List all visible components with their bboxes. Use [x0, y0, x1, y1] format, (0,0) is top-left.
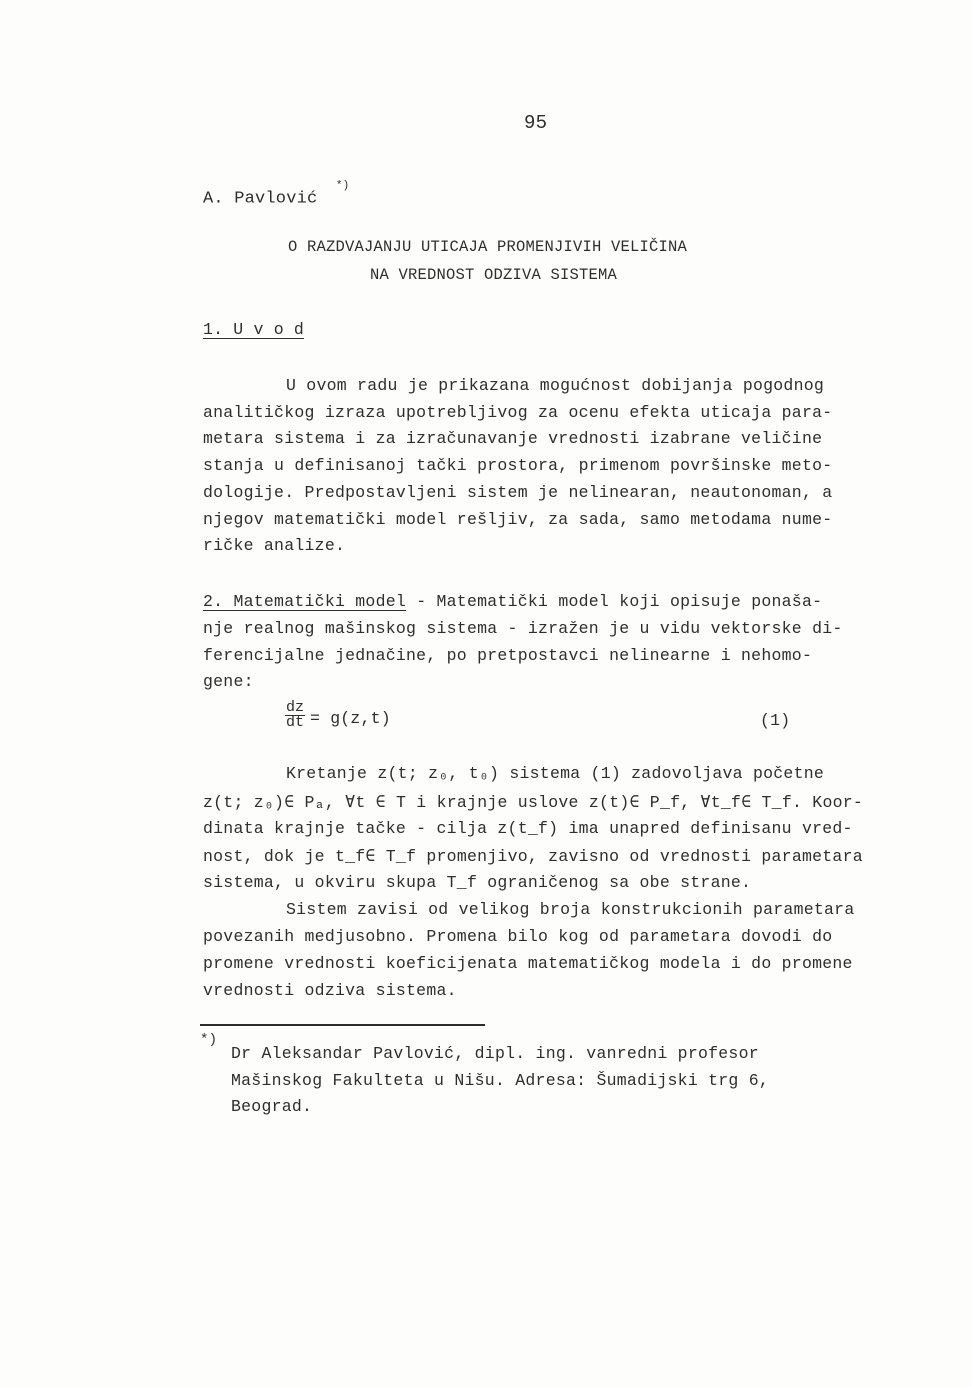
section1-heading: 1. U v o d: [203, 320, 305, 339]
body-line: stanja u definisanoj tački prostora, primenom površinske meto-: [203, 456, 833, 475]
body-line: promene vrednosti koeficijenata matematičkog modela i do promene: [203, 954, 853, 973]
body-line: nje realnog mašinskog sistema - izražen je u vidu vektorske di-: [203, 619, 843, 638]
body-line: Sistem zavisi od velikog broja konstrukcionih parametara: [286, 900, 855, 919]
body-line: ferencijalne jednačine, po pretpostavci nelinearne i nehomo-: [203, 646, 813, 665]
body-line: Kretanje z(t; z₀, t₀) sistema (1) zadovoljava početne: [286, 764, 825, 783]
body-line: njegov matematički model rešljiv, za sada, samo metodama nume-: [203, 510, 833, 529]
body-line: ričke analize.: [203, 536, 346, 555]
paper-title-line2: NA VREDNOST ODZIVA SISTEMA: [370, 266, 618, 284]
body-line: analitičkog izraza upotrebljivog za ocenu efekta uticaja para-: [203, 403, 833, 422]
body-line: U ovom radu je prikazana mogućnost dobijanja pogodnog: [286, 376, 825, 395]
footnote-separator: [200, 1024, 485, 1026]
page-number: 95: [524, 112, 548, 134]
paper-title-line1: O RAZDVAJANJU UTICAJA PROMENJIVIH VELIČINA: [288, 238, 688, 256]
section2-first-line: 2. Matematički model - Matematički model koji opisuje ponaša-: [203, 592, 823, 611]
body-line: povezanih medjusobno. Promena bilo kog od parametara dovodi do: [203, 927, 833, 946]
body-line: metara sistema i za izračunavanje vrednosti izabrane veličine: [203, 429, 823, 448]
footnote-mark: *): [200, 1032, 218, 1048]
derivative-fraction: $\frac{dz}{dt}$: [286, 699, 305, 731]
body-line: gene:: [203, 672, 254, 691]
equation-label: (1): [760, 711, 791, 730]
body-line: vrednosti odziva sistema.: [203, 981, 457, 1000]
author: A. Pavlović *): [203, 180, 350, 209]
footnote-line: Beograd.: [231, 1097, 313, 1116]
section2-heading: 2. Matematički model: [203, 592, 407, 611]
equation-rhs: = g(z,t): [310, 709, 391, 728]
footnote-line: Mašinskog Fakulteta u Nišu. Adresa: Šumadijski trg 6,: [231, 1071, 770, 1090]
body-line: z(t; z₀)∈ Pₐ, ∀t ∈ T i krajnje uslove z(t)∈ P_f, ∀t_f∈ T_f. Koor-: [203, 793, 864, 812]
body-line: nost, dok je t_f∈ T_f promenjivo, zavisno od vrednosti parametara: [203, 847, 863, 866]
body-line: dinata krajnje tačke - cilja z(t_f) ima unapred definisanu vred-: [203, 819, 853, 838]
body-line: sistema, u okviru skupa T_f ograničenog sa obe strane.: [203, 873, 752, 892]
footnote-line: Dr Aleksandar Pavlović, dipl. ing. vanredni profesor: [231, 1044, 759, 1063]
author-footnote-mark: *): [335, 180, 350, 192]
body-line: dologije. Predpostavljeni sistem je nelinearan, neautonoman, a: [203, 483, 833, 502]
